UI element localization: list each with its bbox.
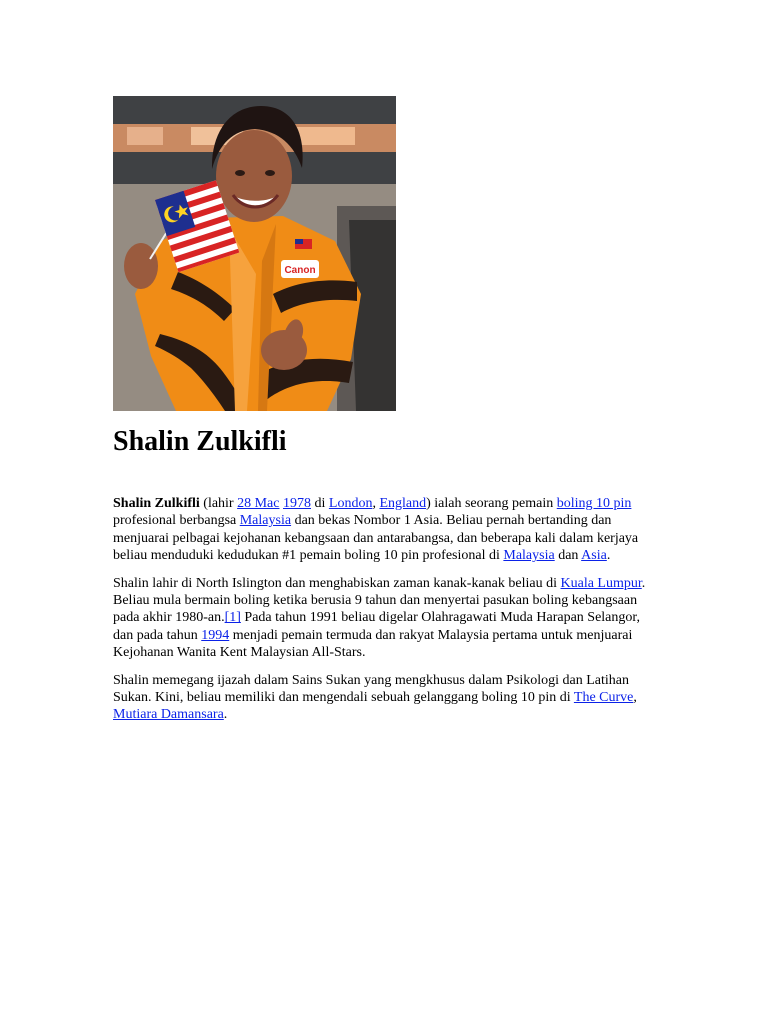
link-england[interactable]: England	[379, 496, 427, 511]
text-fragment: (lahir	[199, 496, 238, 511]
text-fragment: ) ialah seorang pemain	[426, 496, 557, 511]
link-1994[interactable]: 1994	[201, 627, 230, 643]
article-body	[113, 495, 658, 724]
link-mutiara-damansara[interactable]: Mutiara Damansara	[113, 707, 224, 723]
document-page	[113, 96, 658, 724]
paragraph-intro	[113, 495, 658, 565]
link-boling-10-pin[interactable]: boling 10 pin	[556, 496, 632, 511]
subject-name: Shalin Zulkifli	[113, 496, 200, 511]
link-malaysia[interactable]: Malaysia	[503, 548, 555, 564]
text-fragment: profesional berbangsa	[113, 513, 240, 529]
link-kuala-lumpur[interactable]: Kuala Lumpur	[560, 575, 642, 591]
link-asia[interactable]: Asia	[581, 548, 607, 564]
link-london[interactable]: London	[328, 496, 373, 511]
text-fragment: .	[223, 707, 228, 723]
link-the-curve[interactable]: The Curve	[573, 690, 634, 706]
text-fragment: ,	[372, 496, 380, 511]
text-fragment: di	[311, 496, 329, 511]
text-fragment: .	[606, 548, 611, 564]
text-fragment: ,	[633, 690, 637, 706]
svg-text:Canon: Canon	[284, 265, 316, 276]
text-fragment: . Beliau mula bermain boling ketika berusia 9 tahun dan menyertai pasukan boling kebangsaan pada akhir 1980-an.	[113, 575, 646, 626]
portrait-photo	[113, 96, 396, 411]
text-fragment: menjadi pemain termuda dan rakyat Malaysia pertama untuk menjuarai Kejohanan Wanita Kent Malaysian All-Stars.	[113, 627, 633, 661]
text-fragment: Shalin lahir di North Islington dan menghabiskan zaman kanak-kanak beliau di	[113, 575, 561, 591]
paragraph-early-career	[113, 575, 658, 662]
text-fragment: Pada tahun 1991 beliau digelar Olahragawati Muda Harapan Selangor, dan pada tahun	[113, 610, 640, 643]
text-fragment: dan bekas Nombor 1 Asia. Beliau pernah bertanding dan menjuarai pelbagai kejohanan kebangsaan dan antarabangsa, dan beberapa kali dalam kerjaya beliau menduduki kedudukan #1 pemain boling 10 pin profesional di	[113, 513, 639, 564]
page-title: Shalin Zulkifli	[113, 426, 287, 457]
link-28-mac[interactable]: 28 Mac	[237, 496, 280, 511]
portrait-photo-icon	[113, 96, 396, 411]
text-fragment: dan	[554, 548, 582, 564]
paragraph-education-business	[113, 672, 658, 724]
reference-link-1[interactable]: [1]	[224, 610, 241, 626]
link-1978[interactable]: 1978	[283, 496, 311, 511]
text-fragment: Shalin memegang ijazah dalam Sains Sukan yang mengkhusus dalam Psikologi dan Latihan Sukan. Kini, beliau memiliki dan mengendali sebuah gelanggang boling 10 pin di	[113, 672, 629, 706]
link-malaysia-nationality[interactable]: Malaysia	[239, 513, 292, 529]
